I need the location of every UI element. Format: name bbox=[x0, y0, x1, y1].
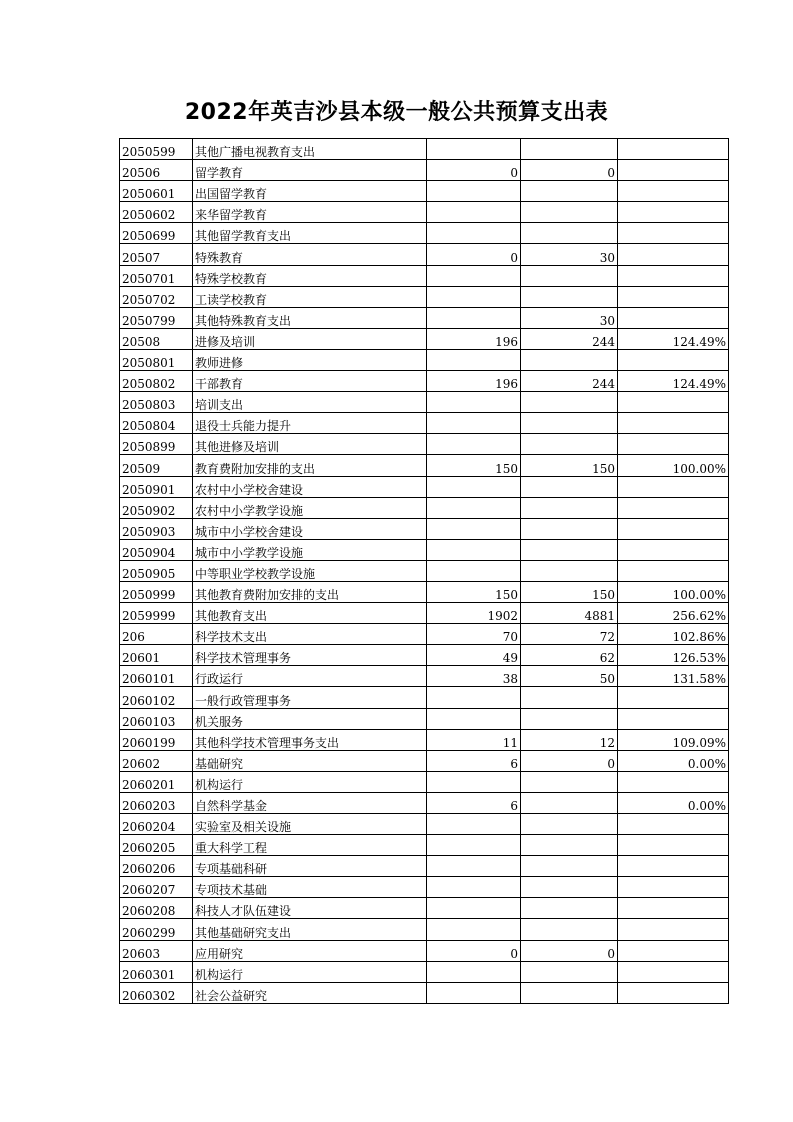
table-row bbox=[120, 624, 729, 645]
percent-cell bbox=[618, 497, 729, 518]
amount-1-cell bbox=[427, 202, 521, 223]
percent-cell: 100.00% bbox=[618, 455, 729, 476]
percent-cell: 124.49% bbox=[618, 371, 729, 392]
account-code-cell: 2050899 bbox=[120, 434, 193, 455]
account-code-cell: 2060203 bbox=[120, 792, 193, 813]
amount-2-cell bbox=[521, 223, 618, 244]
account-code-cell: 2060299 bbox=[120, 919, 193, 940]
percent-cell bbox=[618, 160, 729, 181]
amount-1-cell bbox=[427, 476, 521, 497]
account-name-cell: 机构运行 bbox=[193, 961, 427, 982]
account-code-cell: 2050699 bbox=[120, 223, 193, 244]
amount-1-cell: 150 bbox=[427, 455, 521, 476]
table-row bbox=[120, 982, 729, 1003]
account-code-cell: 2060301 bbox=[120, 961, 193, 982]
amount-1-cell bbox=[427, 919, 521, 940]
table-row bbox=[120, 455, 729, 476]
percent-cell bbox=[618, 139, 729, 160]
account-name-cell: 出国留学教育 bbox=[193, 181, 427, 202]
account-name-cell: 农村中小学校舍建设 bbox=[193, 476, 427, 497]
amount-2-cell bbox=[521, 835, 618, 856]
table-row bbox=[120, 160, 729, 181]
account-code-cell: 2060101 bbox=[120, 666, 193, 687]
account-name-cell: 一般行政管理事务 bbox=[193, 687, 427, 708]
account-name-cell: 科学技术管理事务 bbox=[193, 645, 427, 666]
amount-2-cell bbox=[521, 265, 618, 286]
amount-2-cell: 4881 bbox=[521, 603, 618, 624]
budget-table bbox=[119, 138, 729, 1004]
table-row bbox=[120, 349, 729, 370]
percent-cell bbox=[618, 560, 729, 581]
account-code-cell: 2050602 bbox=[120, 202, 193, 223]
account-name-cell: 科技人才队伍建设 bbox=[193, 898, 427, 919]
table-row bbox=[120, 328, 729, 349]
table-row bbox=[120, 202, 729, 223]
amount-2-cell bbox=[521, 982, 618, 1003]
amount-2-cell: 72 bbox=[521, 624, 618, 645]
amount-1-cell bbox=[427, 223, 521, 244]
amount-1-cell bbox=[427, 286, 521, 307]
percent-cell bbox=[618, 307, 729, 328]
percent-cell bbox=[618, 982, 729, 1003]
table-row bbox=[120, 835, 729, 856]
account-name-cell: 城市中小学校舍建设 bbox=[193, 518, 427, 539]
percent-cell bbox=[618, 835, 729, 856]
percent-cell bbox=[618, 244, 729, 265]
amount-1-cell bbox=[427, 961, 521, 982]
account-name-cell: 应用研究 bbox=[193, 940, 427, 961]
table-row bbox=[120, 919, 729, 940]
account-code-cell: 2050601 bbox=[120, 181, 193, 202]
amount-2-cell bbox=[521, 202, 618, 223]
table-row bbox=[120, 392, 729, 413]
table-row bbox=[120, 814, 729, 835]
amount-2-cell bbox=[521, 687, 618, 708]
percent-cell: 109.09% bbox=[618, 729, 729, 750]
amount-1-cell bbox=[427, 497, 521, 518]
amount-2-cell bbox=[521, 877, 618, 898]
table-row bbox=[120, 687, 729, 708]
amount-2-cell bbox=[521, 413, 618, 434]
account-code-cell: 2050902 bbox=[120, 497, 193, 518]
percent-cell bbox=[618, 539, 729, 560]
table-row bbox=[120, 181, 729, 202]
amount-2-cell bbox=[521, 856, 618, 877]
amount-1-cell bbox=[427, 181, 521, 202]
table-row bbox=[120, 666, 729, 687]
account-name-cell: 机构运行 bbox=[193, 771, 427, 792]
account-name-cell: 其他科学技术管理事务支出 bbox=[193, 729, 427, 750]
amount-1-cell bbox=[427, 982, 521, 1003]
amount-1-cell: 0 bbox=[427, 940, 521, 961]
account-code-cell: 20602 bbox=[120, 750, 193, 771]
amount-2-cell: 30 bbox=[521, 244, 618, 265]
amount-1-cell bbox=[427, 708, 521, 729]
amount-1-cell bbox=[427, 856, 521, 877]
account-code-cell: 2060207 bbox=[120, 877, 193, 898]
amount-1-cell: 196 bbox=[427, 371, 521, 392]
percent-cell bbox=[618, 265, 729, 286]
account-name-cell: 工读学校教育 bbox=[193, 286, 427, 307]
percent-cell bbox=[618, 940, 729, 961]
amount-2-cell: 244 bbox=[521, 371, 618, 392]
table-row bbox=[120, 750, 729, 771]
amount-2-cell bbox=[521, 814, 618, 835]
table-row bbox=[120, 603, 729, 624]
account-name-cell: 自然科学基金 bbox=[193, 792, 427, 813]
amount-1-cell bbox=[427, 434, 521, 455]
percent-cell bbox=[618, 349, 729, 370]
account-name-cell: 社会公益研究 bbox=[193, 982, 427, 1003]
amount-2-cell bbox=[521, 898, 618, 919]
amount-1-cell bbox=[427, 307, 521, 328]
amount-2-cell bbox=[521, 792, 618, 813]
amount-1-cell bbox=[427, 877, 521, 898]
amount-1-cell bbox=[427, 835, 521, 856]
table-row bbox=[120, 371, 729, 392]
amount-2-cell bbox=[521, 560, 618, 581]
account-code-cell: 2050702 bbox=[120, 286, 193, 307]
percent-cell bbox=[618, 518, 729, 539]
amount-2-cell: 150 bbox=[521, 581, 618, 602]
account-code-cell: 2050802 bbox=[120, 371, 193, 392]
amount-1-cell bbox=[427, 560, 521, 581]
account-name-cell: 培训支出 bbox=[193, 392, 427, 413]
amount-1-cell bbox=[427, 687, 521, 708]
percent-cell bbox=[618, 223, 729, 244]
account-code-cell: 20601 bbox=[120, 645, 193, 666]
account-code-cell: 2060102 bbox=[120, 687, 193, 708]
table-row bbox=[120, 961, 729, 982]
amount-2-cell bbox=[521, 349, 618, 370]
percent-cell bbox=[618, 286, 729, 307]
account-code-cell: 2050599 bbox=[120, 139, 193, 160]
percent-cell: 126.53% bbox=[618, 645, 729, 666]
amount-2-cell: 62 bbox=[521, 645, 618, 666]
amount-1-cell bbox=[427, 349, 521, 370]
account-code-cell: 2050701 bbox=[120, 265, 193, 286]
percent-cell bbox=[618, 877, 729, 898]
account-name-cell: 专项基础科研 bbox=[193, 856, 427, 877]
amount-1-cell: 196 bbox=[427, 328, 521, 349]
percent-cell bbox=[618, 392, 729, 413]
account-code-cell: 2060201 bbox=[120, 771, 193, 792]
amount-1-cell: 0 bbox=[427, 244, 521, 265]
table-row bbox=[120, 856, 729, 877]
percent-cell bbox=[618, 961, 729, 982]
amount-2-cell bbox=[521, 539, 618, 560]
amount-2-cell: 244 bbox=[521, 328, 618, 349]
account-code-cell: 20603 bbox=[120, 940, 193, 961]
table-row bbox=[120, 265, 729, 286]
table-row bbox=[120, 139, 729, 160]
amount-1-cell: 49 bbox=[427, 645, 521, 666]
amount-2-cell: 30 bbox=[521, 307, 618, 328]
amount-1-cell bbox=[427, 771, 521, 792]
amount-2-cell: 0 bbox=[521, 750, 618, 771]
account-code-cell: 2050804 bbox=[120, 413, 193, 434]
account-code-cell: 20507 bbox=[120, 244, 193, 265]
percent-cell: 131.58% bbox=[618, 666, 729, 687]
account-name-cell: 干部教育 bbox=[193, 371, 427, 392]
percent-cell bbox=[618, 434, 729, 455]
table-row bbox=[120, 940, 729, 961]
amount-2-cell: 150 bbox=[521, 455, 618, 476]
amount-1-cell bbox=[427, 518, 521, 539]
account-code-cell: 20506 bbox=[120, 160, 193, 181]
amount-1-cell: 6 bbox=[427, 750, 521, 771]
amount-2-cell bbox=[521, 476, 618, 497]
amount-2-cell bbox=[521, 708, 618, 729]
percent-cell: 256.62% bbox=[618, 603, 729, 624]
amount-1-cell: 6 bbox=[427, 792, 521, 813]
amount-2-cell bbox=[521, 392, 618, 413]
account-name-cell: 其他教育费附加安排的支出 bbox=[193, 581, 427, 602]
table-row bbox=[120, 729, 729, 750]
percent-cell: 100.00% bbox=[618, 581, 729, 602]
amount-2-cell bbox=[521, 181, 618, 202]
amount-2-cell bbox=[521, 139, 618, 160]
table-row bbox=[120, 539, 729, 560]
amount-1-cell bbox=[427, 539, 521, 560]
amount-1-cell: 11 bbox=[427, 729, 521, 750]
percent-cell bbox=[618, 771, 729, 792]
account-name-cell: 城市中小学教学设施 bbox=[193, 539, 427, 560]
table-row bbox=[120, 898, 729, 919]
account-name-cell: 特殊学校教育 bbox=[193, 265, 427, 286]
amount-2-cell bbox=[521, 518, 618, 539]
account-name-cell: 留学教育 bbox=[193, 160, 427, 181]
percent-cell bbox=[618, 413, 729, 434]
account-code-cell: 2060208 bbox=[120, 898, 193, 919]
amount-2-cell: 12 bbox=[521, 729, 618, 750]
percent-cell: 0.00% bbox=[618, 750, 729, 771]
table-row bbox=[120, 771, 729, 792]
account-code-cell: 2060302 bbox=[120, 982, 193, 1003]
account-code-cell: 2050803 bbox=[120, 392, 193, 413]
amount-1-cell bbox=[427, 265, 521, 286]
account-name-cell: 机关服务 bbox=[193, 708, 427, 729]
amount-1-cell bbox=[427, 898, 521, 919]
table-row bbox=[120, 708, 729, 729]
account-name-cell: 其他基础研究支出 bbox=[193, 919, 427, 940]
account-code-cell: 20509 bbox=[120, 455, 193, 476]
percent-cell: 102.86% bbox=[618, 624, 729, 645]
table-body bbox=[120, 139, 729, 1004]
percent-cell bbox=[618, 898, 729, 919]
table-row bbox=[120, 286, 729, 307]
percent-cell bbox=[618, 476, 729, 497]
table-row bbox=[120, 581, 729, 602]
page-title: 2022年英吉沙县本级一般公共预算支出表 bbox=[184, 100, 609, 125]
table-row bbox=[120, 645, 729, 666]
table-row bbox=[120, 518, 729, 539]
amount-2-cell bbox=[521, 771, 618, 792]
table-row bbox=[120, 244, 729, 265]
amount-1-cell: 0 bbox=[427, 160, 521, 181]
table-row bbox=[120, 560, 729, 581]
amount-2-cell bbox=[521, 919, 618, 940]
percent-cell bbox=[618, 687, 729, 708]
account-code-cell: 2060205 bbox=[120, 835, 193, 856]
amount-1-cell: 70 bbox=[427, 624, 521, 645]
percent-cell bbox=[618, 202, 729, 223]
account-code-cell: 206 bbox=[120, 624, 193, 645]
account-code-cell: 2059999 bbox=[120, 603, 193, 624]
account-name-cell: 教育费附加安排的支出 bbox=[193, 455, 427, 476]
account-name-cell: 专项技术基础 bbox=[193, 877, 427, 898]
account-name-cell: 其他进修及培训 bbox=[193, 434, 427, 455]
amount-1-cell bbox=[427, 392, 521, 413]
amount-2-cell bbox=[521, 286, 618, 307]
account-name-cell: 进修及培训 bbox=[193, 328, 427, 349]
account-name-cell: 教师进修 bbox=[193, 349, 427, 370]
amount-1-cell: 150 bbox=[427, 581, 521, 602]
table-row bbox=[120, 877, 729, 898]
account-code-cell: 2050904 bbox=[120, 539, 193, 560]
account-code-cell: 2050799 bbox=[120, 307, 193, 328]
amount-2-cell: 50 bbox=[521, 666, 618, 687]
account-code-cell: 2060103 bbox=[120, 708, 193, 729]
account-name-cell: 来华留学教育 bbox=[193, 202, 427, 223]
amount-1-cell bbox=[427, 814, 521, 835]
amount-2-cell bbox=[521, 961, 618, 982]
account-name-cell: 中等职业学校教学设施 bbox=[193, 560, 427, 581]
table-row bbox=[120, 792, 729, 813]
account-code-cell: 20508 bbox=[120, 328, 193, 349]
percent-cell bbox=[618, 856, 729, 877]
table-row bbox=[120, 434, 729, 455]
account-name-cell: 重大科学工程 bbox=[193, 835, 427, 856]
table-row bbox=[120, 223, 729, 244]
account-code-cell: 2060206 bbox=[120, 856, 193, 877]
table-row bbox=[120, 413, 729, 434]
account-name-cell: 退役士兵能力提升 bbox=[193, 413, 427, 434]
account-code-cell: 2060199 bbox=[120, 729, 193, 750]
account-code-cell: 2050999 bbox=[120, 581, 193, 602]
amount-2-cell: 0 bbox=[521, 940, 618, 961]
percent-cell bbox=[618, 708, 729, 729]
percent-cell bbox=[618, 181, 729, 202]
amount-2-cell bbox=[521, 497, 618, 518]
account-code-cell: 2050905 bbox=[120, 560, 193, 581]
table-row bbox=[120, 307, 729, 328]
account-name-cell: 科学技术支出 bbox=[193, 624, 427, 645]
account-name-cell: 农村中小学教学设施 bbox=[193, 497, 427, 518]
percent-cell: 124.49% bbox=[618, 328, 729, 349]
amount-1-cell bbox=[427, 139, 521, 160]
table-row bbox=[120, 497, 729, 518]
account-name-cell: 其他广播电视教育支出 bbox=[193, 139, 427, 160]
percent-cell: 0.00% bbox=[618, 792, 729, 813]
amount-2-cell bbox=[521, 434, 618, 455]
account-name-cell: 实验室及相关设施 bbox=[193, 814, 427, 835]
amount-2-cell: 0 bbox=[521, 160, 618, 181]
account-name-cell: 其他留学教育支出 bbox=[193, 223, 427, 244]
account-name-cell: 其他特殊教育支出 bbox=[193, 307, 427, 328]
percent-cell bbox=[618, 814, 729, 835]
amount-1-cell bbox=[427, 413, 521, 434]
account-code-cell: 2060204 bbox=[120, 814, 193, 835]
account-name-cell: 基础研究 bbox=[193, 750, 427, 771]
amount-1-cell: 1902 bbox=[427, 603, 521, 624]
amount-1-cell: 38 bbox=[427, 666, 521, 687]
percent-cell bbox=[618, 919, 729, 940]
account-code-cell: 2050903 bbox=[120, 518, 193, 539]
account-code-cell: 2050801 bbox=[120, 349, 193, 370]
account-name-cell: 行政运行 bbox=[193, 666, 427, 687]
account-name-cell: 特殊教育 bbox=[193, 244, 427, 265]
table-row bbox=[120, 476, 729, 497]
account-name-cell: 其他教育支出 bbox=[193, 603, 427, 624]
account-code-cell: 2050901 bbox=[120, 476, 193, 497]
